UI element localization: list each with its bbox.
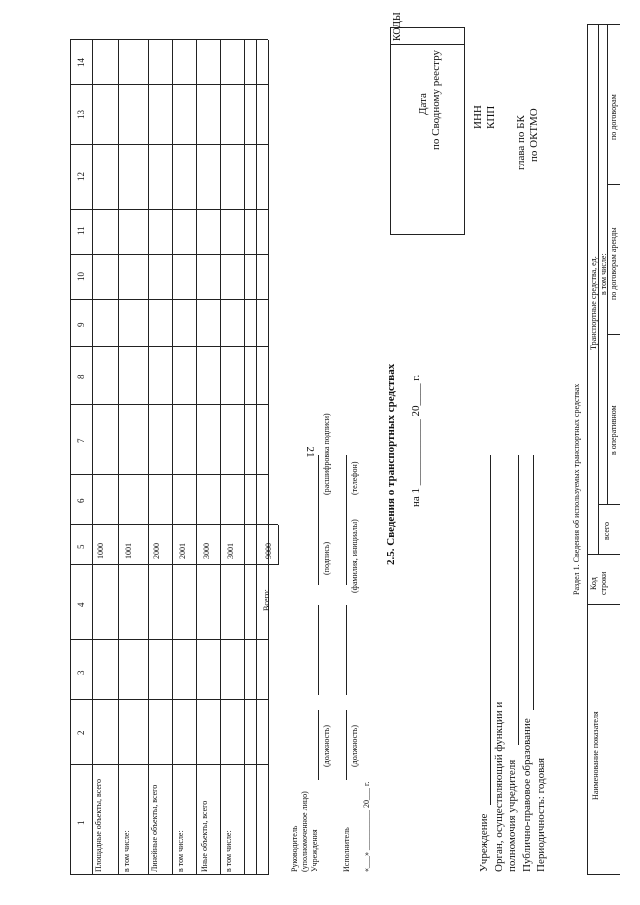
page-number: 21: [304, 446, 316, 458]
org-field-founder-2: полномочия учредителя: [506, 759, 518, 872]
col-transport-header: Транспортные средства, ед.: [589, 256, 598, 350]
org-field-public-entity: Публично-правовое образование: [521, 718, 533, 872]
col-header-6: 6: [76, 498, 86, 503]
row-code: 1000: [96, 543, 105, 559]
position-caption: (должность): [322, 725, 331, 767]
rotated-page: [50, 12, 620, 875]
date-line: «___» __________ 20___ г.: [362, 781, 371, 872]
row-name: Площадные объекты, всего: [94, 779, 103, 872]
org-field-institution: Учреждение: [478, 813, 490, 872]
codes-box: [390, 27, 465, 235]
org-field-founder: Орган, осуществляющий функции и: [493, 701, 505, 872]
col-header-9: 9: [76, 322, 86, 327]
row-code: 2000: [152, 543, 161, 559]
row-code: 3001: [226, 543, 235, 559]
col-header-2: 2: [76, 730, 86, 735]
row-name: в том числе:: [122, 830, 131, 872]
total-label: Всего:: [262, 589, 271, 611]
name-caption: (фамилия, инициалы): [350, 519, 359, 593]
col-header-3: 3: [76, 670, 86, 675]
org-field-periodicity: Периодичность: годовая: [535, 757, 547, 872]
row-name: Иные объекты, всего: [200, 800, 209, 872]
col-total-header: всего: [602, 521, 611, 540]
col-incl-header: в том числе:: [599, 253, 608, 295]
row-name: в том числе:: [224, 830, 233, 872]
col-header-12: 12: [76, 172, 86, 181]
signature-caption: (подпись): [322, 541, 331, 575]
col-lease-header: по договорам аренды: [609, 227, 618, 300]
head-label: (уполномоченное лицо): [300, 791, 309, 872]
total-code: 9000: [264, 543, 273, 559]
col-op-header: в оперативном: [609, 405, 618, 455]
row-code: 2001: [178, 543, 187, 559]
code-label-inn: ИНН: [472, 105, 484, 129]
phone-caption: (телефон): [350, 461, 359, 495]
row-name: Линейные объекты, всего: [150, 784, 159, 872]
part1-title: Раздел 1. Сведения об используемых транспортных средствах: [572, 383, 581, 595]
col-code-header: Код: [589, 577, 598, 590]
col-header-8: 8: [76, 374, 86, 379]
executor-label: Исполнитель: [342, 827, 351, 872]
code-label-date: Дата: [417, 93, 429, 115]
col-header-10: 10: [76, 272, 86, 281]
head-label: Руководитель: [290, 825, 299, 872]
col-header-4: 4: [76, 602, 86, 607]
section-date: на 1 ____________ 20____ г.: [410, 374, 422, 507]
code-label-oktmo: по ОКТМО: [528, 108, 540, 162]
col-header-1: 1: [76, 820, 86, 825]
col-contract-header: по договорам: [609, 94, 618, 140]
section-title: 2.5. Сведения о транспортных средствах: [385, 363, 397, 565]
col-header-7: 7: [76, 438, 86, 443]
position-caption-2: (должность): [350, 725, 359, 767]
row-code: 1001: [124, 543, 133, 559]
col-name-header: Наименование показателя: [591, 711, 600, 800]
head-label: Учреждения: [310, 829, 319, 872]
col-header-14: 14: [76, 58, 86, 67]
code-label-registry: по Сводному реестру: [430, 50, 442, 150]
row-name: в том числе:: [176, 830, 185, 872]
code-label-bk: глава по БК: [515, 115, 527, 170]
signature-decode-caption: (расшифровка подписи): [322, 413, 331, 495]
col-header-5: 5: [76, 544, 86, 549]
col-header-11: 11: [76, 226, 86, 235]
col-code-header-2: строки: [599, 571, 608, 595]
codes-header: КОДЫ: [392, 12, 403, 41]
row-code: 3000: [202, 543, 211, 559]
col-header-13: 13: [76, 110, 86, 119]
code-label-kpp: КПП: [485, 105, 497, 129]
